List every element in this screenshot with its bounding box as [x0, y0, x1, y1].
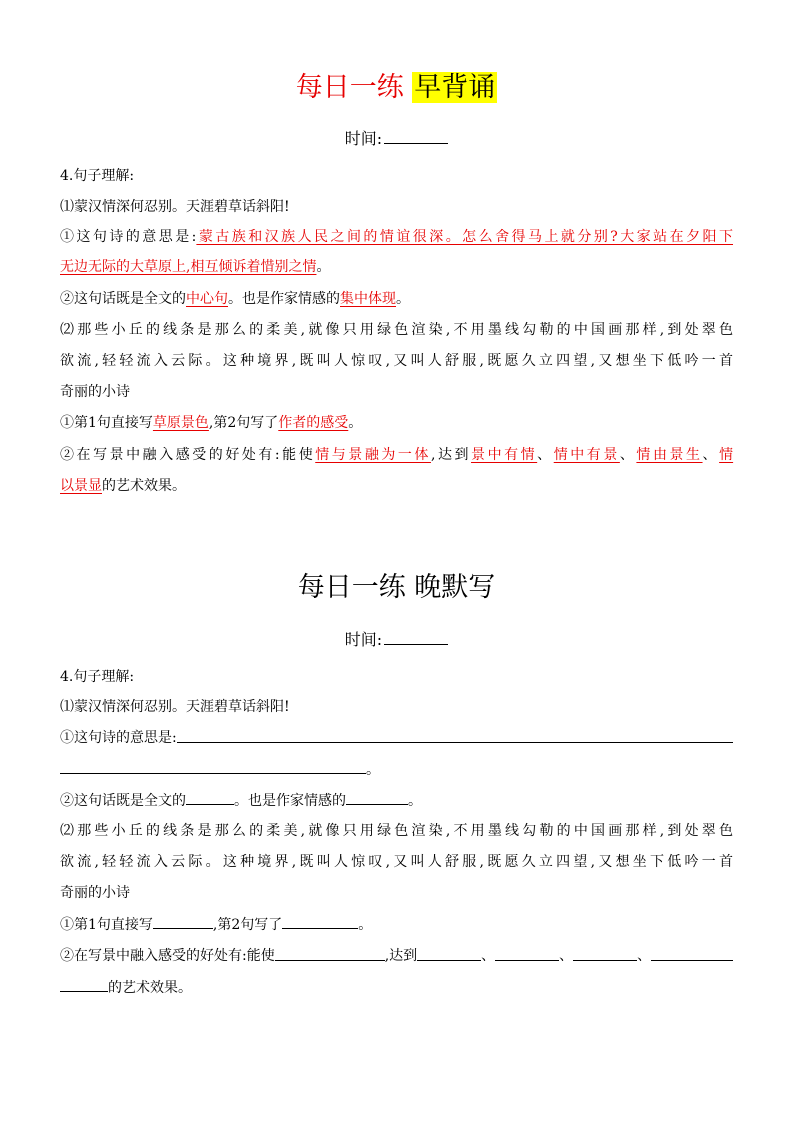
q2b-answer-1: 情与景融为一体	[315, 447, 431, 463]
q1b-end: 。	[396, 291, 410, 307]
q1a-answer-line-2: 无边无际的大草原上,相互倾诉着惜别之情	[60, 259, 317, 275]
q1b-blank-1[interactable]	[186, 790, 234, 805]
q2a-line	[60, 413, 733, 433]
q1a-end: 。	[366, 762, 380, 778]
q1b-line	[60, 790, 733, 811]
q2-line-1: ⑵那些小丘的线条是那么的柔美,就像只用绿色渲染,不用墨线勾勒的中国画那样,到处翠色	[60, 823, 733, 839]
q2b-line-1	[60, 445, 733, 465]
question-1: ⑴蒙汉情深何忍别。天涯碧草话斜阳!	[60, 199, 290, 215]
q1b-answer-1: 中心句	[186, 291, 228, 307]
q2a-end: 。	[358, 917, 373, 933]
q2b-blank-5-part-1[interactable]	[651, 946, 733, 961]
q1b-line	[60, 289, 733, 309]
q1b-end: 。	[408, 793, 422, 809]
q2b-line-2	[60, 476, 733, 496]
q2b-sep-1: 、	[537, 447, 554, 463]
q2b-sep-1: 、	[481, 948, 496, 964]
q1a-line-2	[60, 759, 733, 780]
q2b-blank-5-part-2[interactable]	[60, 977, 108, 992]
q1b-blank-2[interactable]	[346, 790, 408, 805]
time-blank[interactable]	[384, 629, 448, 645]
q2b-line-2	[60, 977, 733, 998]
q2a-mid: ,第2句写了	[212, 917, 283, 933]
q1b-prefix: ②这句话既是全文的	[60, 793, 186, 809]
q2b-end: 的艺术效果。	[108, 980, 192, 996]
q1a-answer-line-1: 蒙古族和汉族人民之间的情谊很深。怎么舍得马上就分别?大家站在夕阳下	[196, 229, 733, 245]
q2b-mid: ,达到	[430, 447, 472, 463]
q2b-prefix: ②在写景中融入感受的好处有:能使	[60, 447, 316, 463]
q1a-line-1	[60, 728, 733, 748]
q2b-blank-2[interactable]	[417, 946, 481, 961]
q2-line-3: 奇丽的小诗	[60, 384, 130, 400]
q1b-answer-2: 集中体现	[340, 291, 396, 307]
q2a-blank-1[interactable]	[153, 914, 213, 929]
q1a-end: 。	[316, 259, 331, 275]
q2b-blank-4[interactable]	[573, 946, 637, 961]
q2b-sep-2: 、	[619, 447, 637, 463]
morning-title	[0, 68, 793, 108]
q2b-line-1	[60, 946, 733, 966]
q1a-line-2	[60, 257, 733, 277]
q1b-mid: 。也是作家情感的	[234, 793, 346, 809]
q1a-prefix: ①这句诗的意思是:	[60, 730, 177, 746]
q2b-mid: ,达到	[384, 948, 418, 964]
time-label: 时间:	[344, 129, 383, 148]
question-heading: 4.句子理解:	[60, 168, 135, 184]
q2b-answer-5-part-1: 情	[719, 447, 734, 463]
evening-title: 每日一练 晚默写	[297, 572, 496, 603]
q2-line-3: 奇丽的小诗	[60, 885, 130, 901]
q2b-answer-4: 情由景生	[636, 447, 703, 463]
q1a-prefix: ①这句诗的意思是:	[60, 229, 197, 245]
q2a-mid: ,第2句写了	[208, 415, 279, 431]
q2b-blank-3[interactable]	[495, 946, 559, 961]
q2a-answer-2: 作者的感受	[278, 415, 349, 431]
q2b-sep-2: 、	[559, 948, 574, 964]
q2b-end: 的艺术效果。	[102, 478, 186, 494]
q2b-blank-1[interactable]	[275, 946, 385, 961]
q1a-line-1	[60, 227, 733, 247]
question-1: ⑴蒙汉情深何忍别。天涯碧草话斜阳!	[60, 699, 290, 715]
q1b-prefix: ②这句话既是全文的	[60, 291, 186, 307]
q2a-answer-1: 草原景色	[152, 415, 209, 431]
q2b-sep-3: 、	[702, 447, 720, 463]
morning-title-highlight: 早背诵	[414, 72, 496, 103]
morning-title-prefix: 每日一练	[295, 72, 413, 103]
q2-line-1: ⑵那些小丘的线条是那么的柔美,就像只用绿色渲染,不用墨线勾勒的中国画那样,到处翠色	[60, 322, 733, 338]
q1a-blank-1[interactable]	[177, 728, 733, 743]
q1b-mid: 。也是作家情感的	[228, 291, 340, 307]
q2b-answer-2: 景中有情	[471, 447, 538, 463]
q2b-sep-3: 、	[637, 948, 652, 964]
q2a-end: 。	[348, 415, 363, 431]
evening-time-row	[0, 628, 793, 652]
question-heading: 4.句子理解:	[60, 669, 135, 685]
q2-line-2: 欲流,轻轻流入云际。这种境界,既叫人惊叹,又叫人舒服,既愿久立四望,又想坐下低吟一首	[60, 353, 733, 369]
q1a-blank-2[interactable]	[60, 759, 366, 774]
q2a-blank-2[interactable]	[282, 914, 358, 929]
q2a-line	[60, 914, 733, 935]
q2b-answer-5-part-2: 以景显	[60, 478, 102, 494]
time-blank[interactable]	[384, 128, 448, 144]
time-label: 时间:	[344, 630, 383, 649]
morning-time-row	[0, 127, 793, 151]
q2a-prefix: ①第1句直接写	[60, 917, 153, 933]
q2b-answer-3: 情中有景	[553, 447, 620, 463]
q2b-prefix: ②在写景中融入感受的好处有:能使	[60, 948, 275, 964]
q2-line-2: 欲流,轻轻流入云际。这种境界,既叫人惊叹,又叫人舒服,既愿久立四望,又想坐下低吟一首	[60, 854, 733, 870]
q2a-prefix: ①第1句直接写	[60, 415, 153, 431]
